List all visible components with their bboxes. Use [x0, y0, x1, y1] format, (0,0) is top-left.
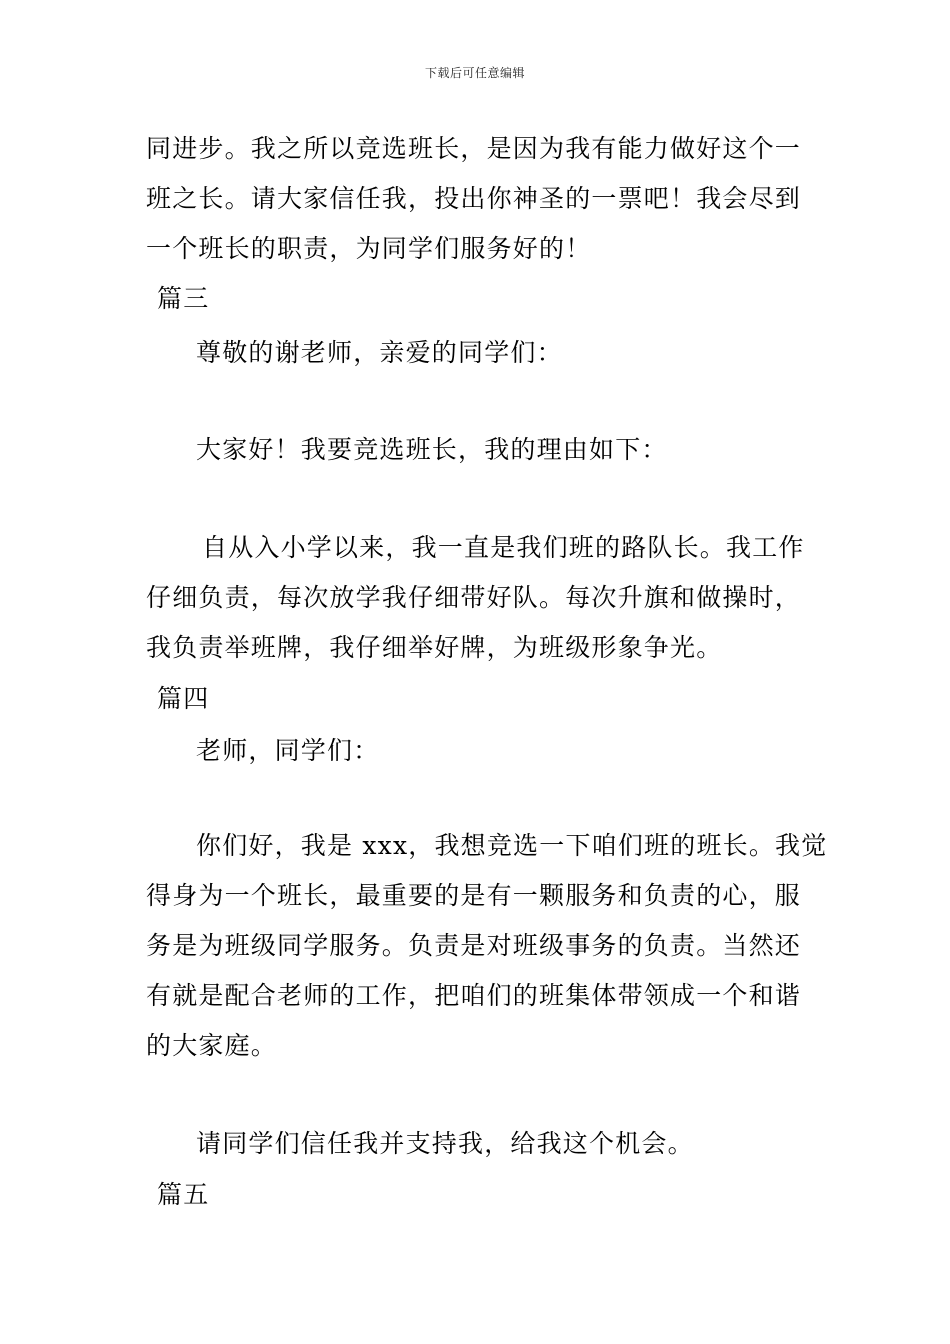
body-line-12: 请同学们信任我并支持我，给我这个机会。: [196, 1129, 694, 1158]
body-line-9: 务是为班级同学服务。负责是对班级事务的负责。当然还: [146, 931, 802, 960]
body-line-3: 一个班长的职责，为同学们服务好的！: [146, 234, 592, 263]
section-heading-4: 篇四: [157, 684, 210, 713]
salutation-3: 尊敬的谢老师，亲爱的同学们：: [196, 338, 563, 367]
body-line-11: 的大家庭。: [146, 1031, 278, 1060]
body-line-5: 仔细负责，每次放学我仔细带好队。每次升旗和做操时，: [146, 583, 802, 612]
page-header: 下载后可任意编辑: [424, 66, 525, 80]
salutation-4: 老师，同学们：: [196, 736, 380, 765]
body-line-7: 你们好，我是 xxx，我想竞选一下咱们班的班长。我觉: [196, 831, 828, 860]
greeting-3: 大家好！我要竞选班长，我的理由如下：: [196, 435, 668, 464]
section-heading-5: 篇五: [157, 1180, 210, 1209]
body-line-4: 自从入小学以来，我一直是我们班的路队长。我工作: [202, 533, 805, 562]
section-heading-3: 篇三: [157, 284, 210, 313]
body-line-1: 同进步。我之所以竞选班长，是因为我有能力做好这个一: [146, 134, 802, 163]
body-line-8: 得身为一个班长，最重要的是有一颗服务和负责的心，服: [146, 881, 802, 910]
body-line-6: 我负责举班牌，我仔细举好牌，为班级形象争光。: [146, 633, 723, 662]
body-line-10: 有就是配合老师的工作，把咱们的班集体带领成一个和谐: [146, 981, 802, 1010]
body-line-2: 班之长。请大家信任我，投出你神圣的一票吧！我会尽到: [146, 184, 802, 213]
